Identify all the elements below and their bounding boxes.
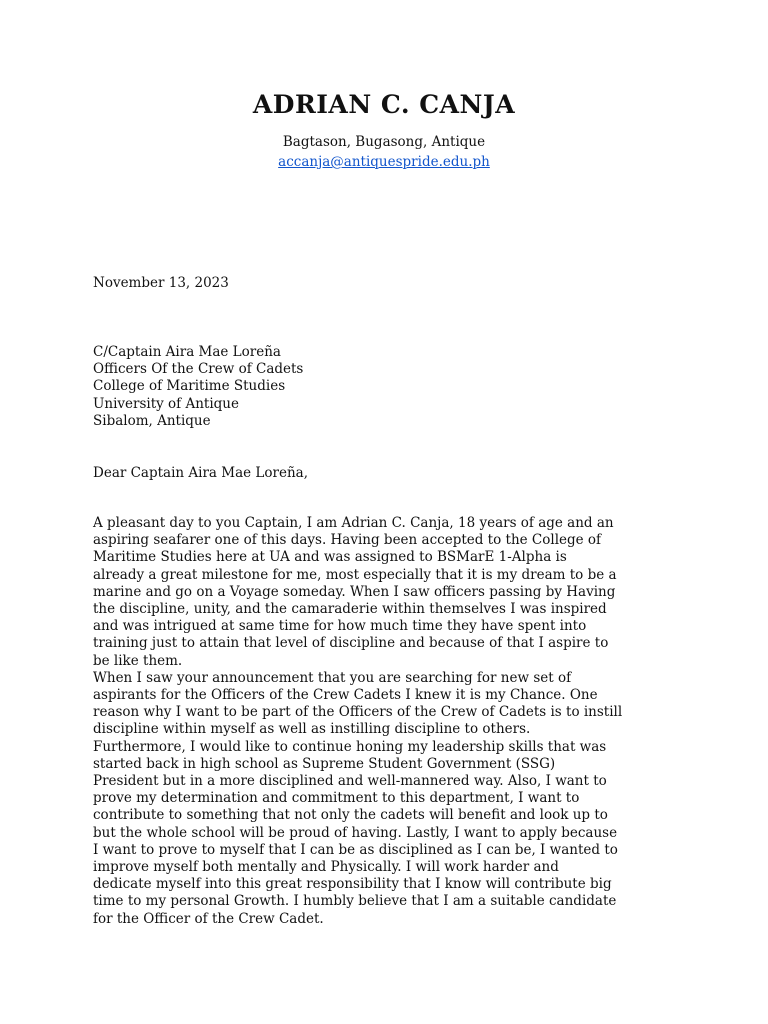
body-line: and was intrigued at same time for how much time they have spent into (93, 618, 587, 635)
body-line: improve myself both mentally and Physically. I will work harder and (93, 859, 559, 876)
body-line: contribute to something that not only the cadets will benefit and look up to (93, 807, 608, 824)
body-line: be like them. (93, 652, 183, 669)
body-line: When I saw your announcement that you are searching for new set of (93, 669, 572, 686)
recipient-line: C/Captain Aira Mae Loreña (93, 344, 281, 360)
sender-address: Bagtason, Bugasong, Antique (282, 134, 486, 150)
recipient-line: University of Antique (93, 395, 239, 412)
body-line: the discipline, unity, and the camaraderie within themselves I was inspired (93, 601, 607, 618)
body-line: President but in a more disciplined and well-mannered way. Also, I want to (93, 773, 607, 790)
body-line: for the Officer of the Crew Cadet. (93, 910, 324, 927)
recipient-line: Sibalom, Antique (93, 412, 211, 429)
body-line: training just to attain that level of discipline and because of that I aspire to (93, 635, 609, 652)
body-line: Furthermore, I would like to continue honing my leadership skills that was (93, 738, 607, 755)
body-line: already a great milestone for me, most especially that it is my dream to be a (93, 566, 617, 583)
recipient-line: Officers Of the Crew of Cadets (93, 361, 304, 378)
recipient-line: College of Maritime Studies (93, 378, 286, 395)
body-line: discipline within myself as well as instilling discipline to others. (93, 721, 531, 738)
letter-date: November 13, 2023 (93, 275, 229, 291)
letter-body (93, 515, 683, 928)
body-line: reason why I want to be part of the Officers of the Crew of Cadets is to instill (93, 704, 623, 721)
sender-name: ADRIAN C. CANJA (252, 90, 516, 119)
body-line: I want to prove to myself that I can be as disciplined as I can be, I wanted to (93, 841, 618, 858)
sender-email-link[interactable]: accanja@antiquespride.edu.ph (278, 154, 490, 170)
body-line: but the whole school will be proud of having. Lastly, I want to apply because (93, 824, 618, 841)
body-line: dedicate myself into this great responsibility that I know will contribute big (93, 876, 612, 893)
body-line: time to my personal Growth. I humbly believe that I am a suitable candidate (93, 893, 617, 910)
body-line: started back in high school as Supreme Student Government (SSG) (93, 755, 556, 772)
body-line: aspirants for the Officers of the Crew Cadets I knew it is my Chance. One (93, 687, 598, 704)
body-line: prove my determination and commitment to this department, I want to (93, 790, 580, 807)
letter-header (0, 88, 768, 171)
recipient-block (93, 344, 683, 430)
salutation: Dear Captain Aira Mae Loreña, (93, 465, 308, 481)
body-line: Maritime Studies here at UA and was assigned to BSMarE 1-Alpha is (93, 549, 567, 566)
body-line: aspiring seafarer one of this days. Having been accepted to the College of (93, 532, 602, 549)
body-line: A pleasant day to you Captain, I am Adrian C. Canja, 18 years of age and an (93, 515, 614, 531)
body-line: marine and go on a Voyage someday. When I saw officers passing by Having (93, 583, 616, 600)
